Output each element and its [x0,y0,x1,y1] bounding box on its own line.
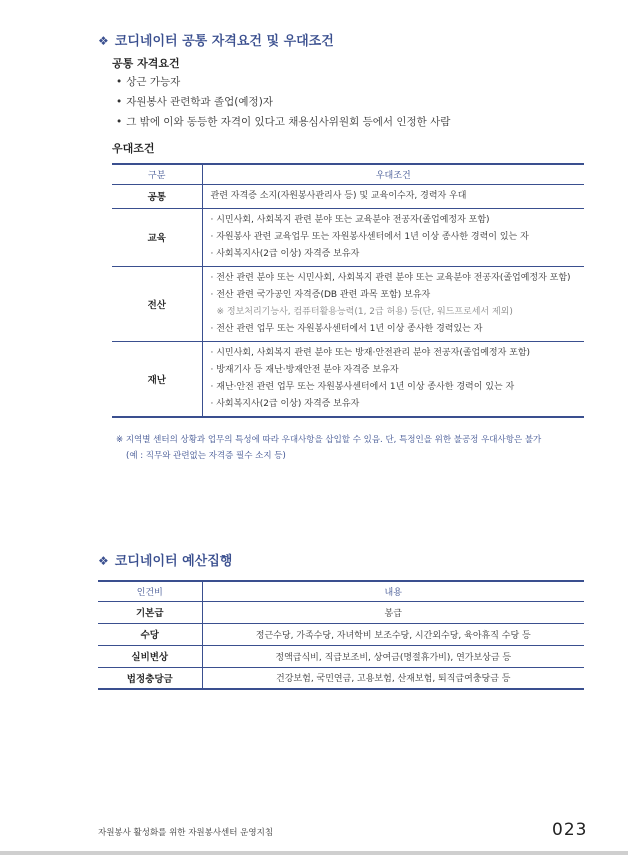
table-row [112,341,584,417]
row-content: 관련 자격증 소지(자원봉사관리사 등) 및 교육이수자, 경력자 우대 [202,184,584,208]
preferences-table [112,163,584,418]
section-heading-budget: ❖ 코디네이터 예산집행 [98,554,233,569]
budget-table [98,580,584,690]
table-row [98,667,584,689]
table-row [112,266,584,341]
row-category: 실비변상 [98,645,202,667]
row-content: 봉급 [202,601,584,623]
column-header: 우대조건 [202,164,584,184]
table-row [112,208,584,266]
footer-title: 자원봉사 활성화를 위한 자원봉사센터 운영지침 [98,828,274,838]
row-content: · 전산 관련 분야 또는 시민사회, 사회복지 관련 분야 또는 교육분야 전공자(졸업예정자 포함) · 전산 관련 국가공인 자격증(DB 관련 과목 포함) 보유자 ※ 정보처리기능사, 컴퓨터활용능력(1, 2급 허용) 등(단, 워드프로세서 제외) · 전산 관련 업무 또는 자원봉사센터에서 1년 이상 종사한 경력있는 자 [202,266,584,341]
footnote: ※ 지역별 센터의 상황과 업무의 특성에 따라 우대사항을 삽입할 수 있음. 단, 특정인을 위한 불공정 우대사항은 불가 (예 : 직무와 관련없는 자격증 필수 소지 등) [116,435,542,461]
row-category: 법정충당금 [98,667,202,689]
table-row [112,184,584,208]
row-category: 재난 [112,341,202,417]
requirements-heading: 공통 자격요건 [112,57,180,70]
table-row [98,645,584,667]
diamond-bullet-icon: ❖ [98,554,109,568]
preferences-heading: 우대조건 [112,142,155,155]
row-category: 교육 [112,208,202,266]
requirement-item: • 상근 가능자 [116,76,181,88]
table-header-row [98,581,584,601]
row-category: 기본급 [98,601,202,623]
page-number: 023 [552,820,588,840]
column-header: 내용 [202,581,584,601]
requirement-item: • 자원봉사 관련학과 졸업(예정)자 [116,96,273,108]
section-heading-qualifications: ❖ 코디네이터 공통 자격요건 및 우대조건 [98,34,334,49]
row-content: · 시민사회, 사회복지 관련 분야 또는 교육분야 전공자(졸업예정자 포함) · 자원봉사 관련 교육업무 또는 자원봉사센터에서 1년 이상 종사한 경력이 있는 자 · 사회복지사(2급 이상) 자격증 보유자 [202,208,584,266]
row-category: 공통 [112,184,202,208]
row-content: 건강보험, 국민연금, 고용보험, 산재보험, 퇴직급여충당금 등 [202,667,584,689]
row-category: 수당 [98,623,202,645]
row-category: 전산 [112,266,202,341]
column-header: 구분 [112,164,202,184]
table-header-row [112,164,584,184]
row-content: 정액급식비, 직급보조비, 상여금(명절휴가비), 연가보상금 등 [202,645,584,667]
table-row [98,623,584,645]
table-row [98,601,584,623]
bottom-divider [0,851,628,855]
row-content: 정근수당, 가족수당, 자녀학비 보조수당, 시간외수당, 육아휴직 수당 등 [202,623,584,645]
row-content: · 시민사회, 사회복지 관련 분야 또는 방재·안전관리 분야 전공자(졸업예정자 포함) · 방재기사 등 재난·방재안전 분야 자격증 보유자 · 재난·안전 관련 업무 또는 자원봉사센터에서 1년 이상 종사한 경력이 있는 자 · 사회복지사(2급 이상) 자격증 보유자 [202,341,584,417]
requirement-item: • 그 밖에 이와 동등한 자격이 있다고 채용심사위원회 등에서 인정한 사람 [116,116,451,128]
column-header: 인건비 [98,581,202,601]
diamond-bullet-icon: ❖ [98,34,109,48]
